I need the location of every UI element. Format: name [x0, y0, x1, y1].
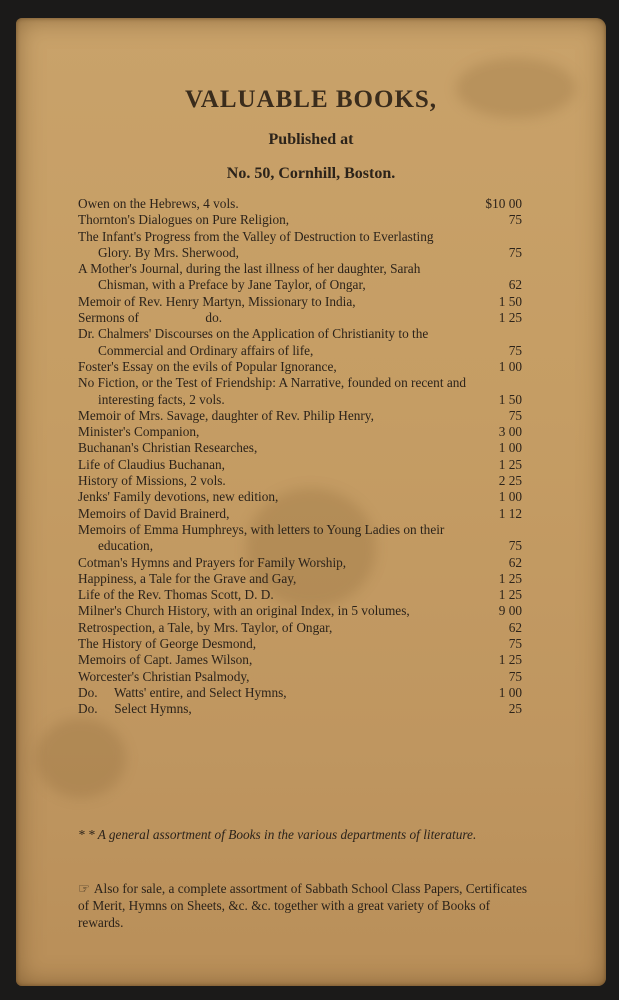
book-title: Do. Select Hymns,	[78, 701, 192, 717]
book-title: Thornton's Dialogues on Pure Religion,	[78, 212, 290, 228]
book-list-item	[78, 522, 522, 555]
book-price: 62	[508, 277, 522, 293]
book-price: 75	[508, 244, 522, 260]
book-list-item	[78, 669, 522, 685]
book-list-item	[78, 489, 522, 505]
book-list-item	[78, 587, 522, 603]
book-title: Buchanan's Christian Researches,	[78, 440, 258, 456]
book-title: The Infant's Progress from the Valley of Destruction to Everlasting Glory. By Mrs. Sherwood,	[78, 228, 437, 260]
book-title: No Fiction, or the Test of Friendship: A Narrative, founded on recent and interesting facts, 2 vols.	[78, 375, 470, 407]
book-price: 62	[508, 619, 522, 635]
book-list-item	[78, 652, 522, 668]
book-title: Owen on the Hebrews, 4 vols.	[78, 196, 239, 211]
book-list-item	[78, 424, 522, 440]
general-assortment-note: * * A general assortment of Books in the various departments of literature.	[78, 827, 477, 842]
book-price: 75	[508, 342, 522, 358]
book-title: Cotman's Hymns and Prayers for Family Worship,	[78, 554, 347, 570]
book-price: $10 00	[485, 196, 522, 211]
book-list-item	[78, 359, 522, 375]
paper-stain	[36, 718, 126, 798]
book-title: Minister's Companion,	[78, 424, 200, 440]
book-title: Foster's Essay on the evils of Popular Ignorance,	[78, 358, 337, 374]
book-title: Memoirs of Capt. James Wilson,	[78, 652, 253, 668]
book-title: Dr. Chalmers' Discourses on the Application of Christianity to the Commercial and Ordinary affairs of life,	[78, 326, 432, 358]
book-price: 75	[508, 668, 522, 684]
book-list-item	[78, 571, 522, 587]
sale-note	[78, 880, 538, 931]
book-price: 25	[508, 701, 522, 717]
book-advertisement-page	[16, 18, 606, 986]
book-list-item	[78, 473, 522, 489]
book-price: 1 00	[498, 489, 522, 505]
book-title: Happiness, a Tale for the Grave and Gay,	[78, 570, 297, 586]
published-label: Published at	[268, 131, 354, 148]
book-title: Memoir of Rev. Henry Martyn, Missionary to India,	[78, 293, 356, 309]
book-title: Life of the Rev. Thomas Scott, D. D.	[78, 587, 274, 603]
book-list-item	[78, 603, 522, 619]
book-title: Do. Watts' entire, and Select Hymns,	[78, 684, 287, 700]
book-list-item	[78, 701, 522, 717]
book-list-item	[78, 506, 522, 522]
book-title: History of Missions, 2 vols.	[78, 473, 226, 489]
book-list	[78, 196, 522, 718]
book-list-item	[78, 636, 522, 652]
book-price: 1 00	[498, 684, 522, 700]
book-list-item	[78, 375, 522, 408]
book-title: Retrospection, a Tale, by Mrs. Taylor, of Ongar,	[78, 619, 333, 635]
book-price: 1 12	[498, 505, 522, 521]
book-price: 75	[508, 636, 522, 652]
book-list-item	[78, 229, 522, 262]
book-price: 1 25	[498, 456, 522, 472]
publisher-address: No. 50, Cornhill, Boston.	[226, 165, 396, 182]
book-title: Sermons of do.	[78, 310, 223, 326]
book-list-item	[78, 294, 522, 310]
book-list-item	[78, 620, 522, 636]
book-price: 1 25	[498, 570, 522, 586]
pointing-hand-icon: ☞	[78, 881, 90, 896]
book-title: Memoirs of Emma Humphreys, with letters to Young Ladies on their education,	[78, 521, 448, 554]
book-title: Worcester's Christian Psalmody,	[78, 668, 250, 684]
book-price: 2 25	[498, 473, 522, 489]
book-title: Memoirs of David Brainerd,	[78, 505, 230, 521]
book-price: 1 00	[498, 440, 522, 456]
book-price: 75	[508, 407, 522, 423]
book-list-item	[78, 310, 522, 326]
book-title: The History of George Desmond,	[78, 636, 257, 652]
book-price: 1 00	[498, 358, 522, 374]
book-title: A Mother's Journal, during the last illness of her daughter, Sarah Chisman, with a Preface by Jane Taylor, of Ongar,	[78, 261, 424, 293]
book-title: Life of Claudius Buchanan,	[78, 456, 225, 472]
sale-note-text: Also for sale, a complete assortment of Sabbath School Class Papers, Certificates of Merit, Hymns on Sheets, &c. &c. together with a great variety of Books of rewards.	[78, 881, 528, 930]
book-list-item	[78, 685, 522, 701]
book-list-item	[78, 408, 522, 424]
book-list-item	[78, 440, 522, 456]
book-price: 9 00	[498, 603, 522, 619]
book-list-item	[78, 457, 522, 473]
book-price: 75	[508, 212, 522, 228]
book-list-item	[78, 261, 522, 294]
book-price: 1 25	[498, 587, 522, 603]
book-title: Jenks' Family devotions, new edition,	[78, 489, 279, 505]
book-price: 1 25	[498, 652, 522, 668]
book-title: Memoir of Mrs. Savage, daughter of Rev. Philip Henry,	[78, 407, 374, 423]
book-price: 3 00	[498, 424, 522, 440]
book-price: 1 50	[498, 391, 522, 407]
book-list-item	[78, 212, 522, 228]
book-price: 1 50	[498, 293, 522, 309]
book-title: Milner's Church History, with an original Index, in 5 volumes,	[78, 603, 410, 619]
book-list-item	[78, 555, 522, 571]
page-title: VALUABLE BOOKS,	[184, 86, 438, 113]
book-list-item	[78, 196, 522, 212]
book-price: 1 25	[498, 310, 522, 326]
book-price: 75	[508, 538, 522, 554]
book-price: 62	[508, 554, 522, 570]
book-list-item	[78, 326, 522, 359]
